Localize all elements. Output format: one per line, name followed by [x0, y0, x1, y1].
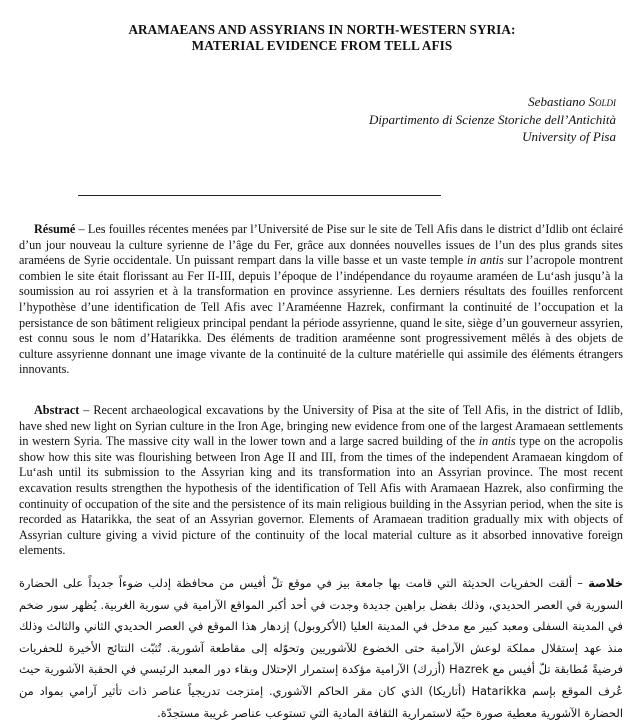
abstract-separator: –	[79, 403, 94, 417]
author-name	[369, 93, 616, 111]
title-line-1: ARAMAEANS AND ASSYRIANS IN NORTH-WESTERN SYRIA:	[128, 22, 516, 37]
paper-title	[40, 22, 604, 54]
author-block	[369, 93, 616, 146]
arabic-label: خلاصة	[588, 576, 623, 590]
author-university: University of Pisa	[522, 129, 616, 144]
abstract-italic: in antis	[478, 434, 516, 449]
abstract-paragraph	[19, 403, 623, 559]
separator-rule	[78, 195, 441, 196]
author-department: Dipartimento di Scienze Storiche dell’Antichità	[369, 111, 616, 127]
resume-label: Résumé	[34, 222, 76, 236]
abstract-text-2: type on the acropolis show how this site was flourishing between Iron Age II and III, from the times of the independent Aramaean kingdom of Lu‘ash until its submission to the Assyrian king and its transformation into an Assyrian province. The most recent excavation results strengthen the hypothesis of the identification of Tell Afis with Aramaean Hazrek, also confirming the continuity of occupation of the site and the persistence of its main religious building in the Assyrian period, when the site is recorded as Hatarikka, the seat of an Assyrian governor. Elements of Aramaean tradition gradually mix with objects of Assyrian culture giving a vivid picture of the continuity of the local material culture as it absorbed innovative foreign elements.	[19, 434, 624, 558]
abstract-label: Abstract	[34, 403, 80, 417]
resume-text-1: Les fouilles récentes menées par l’Université de Pise sur le site de Tell Afis dans le district d’Idlib ont éclairé d’un jour nouveau la culture syrienne de l’âge du Fer, grâce aux données nouvelles issues de l’un des plus grands sites araméens de Syrie occidentale. Un puissant rempart dans la ville basse et un vaste temple	[19, 222, 623, 268]
resume-paragraph	[19, 222, 623, 378]
title-line-2: MATERIAL EVIDENCE FROM TELL AFIS	[191, 38, 453, 53]
resume-italic: in antis	[466, 253, 504, 268]
arabic-separator: –	[572, 576, 589, 590]
arabic-abstract-paragraph	[19, 573, 623, 724]
arabic-text: ألقت الحفريات الحديثة التي قامت بها جامعة بيز في موقع تلّ أفيس من محافظة إدلب ضوءاً جديداً على الحضارة السورية في العصر الحديدي، وذلك بفضل براهين جديدة وجدت في أحد أكبر المواقع الآرامية في سورية الغربية. يُظهر سور ضخم في المدينة السفلى ومعبد كبير مع مدخل في المدينة العليا (الأكروبول) إزدهار هذا الموقع في العصر الحديدي الثاني والثالث وذلك منذ عهد إستقلال مملكة لوعش الآرامية حتى الخضوع للآشوريين وتحوّله إلى مقاطعة آشورية. تُثبّت النتائج الأخيرة للحفريات فرضيةً مُطابقة تلّ أفيس مع Hazrek (أزرك) الآرامية مؤكدة إستمرار الإحتلال وبقاء دور المعبد الرئيسي في الحقبة الآشورية حيث عُرف الموقع بإسم Hatarikka (أتاريكا) الذي كان مقر الحاكم الآشوري. إمتزجت تدريجياً عناصر ذات تأثير آرامي بمواد من الحضارة الآشورية معطية صورة حيّة لاستمرارية الثقافة المادية التي تستوعب عناصر غريبة مستجدّة.	[19, 576, 623, 720]
abstract-text-1: Recent archaeological excavations by the University of Pisa at the site of Tell Afis, in the district of Idlib, have shed new light on Syrian culture in the Iron Age, bringing new evidence from one of the largest Aramaean settlements in western Syria. The massive city wall in the lower town and a large sacred building of the	[19, 403, 623, 449]
resume-separator: –	[75, 222, 88, 236]
author-first-name: Sebastiano	[528, 94, 586, 109]
author-last-name: Soldi	[588, 94, 616, 109]
resume-text-2: sur l’acropole montrent combien le site était florissant au Fer II-III, depuis l’époque de l’indépendance du royaume araméen de Lu‘ash jusqu’à la soumission au roi assyrien et à la transformation en province assyrienne. Les derniers résultats des fouilles renforcent l’hypothèse d’une identification de Tell Afis avec l’Araméenne Hazrek, confirmant la continuité de l’occupation et la persistance de son bâtiment religieux principal pendant la période assyrienne, quand le site, siège d’un gouverneur assyrien, est connu sous le nom d’Hatarikka. Des éléments de tradition araméenne sont progressivement mêlés à des objets de culture assyrienne donnant une image vivante de la continuité de la culture matérielle qui assimile des éléments étrangers innovants.	[19, 253, 624, 377]
